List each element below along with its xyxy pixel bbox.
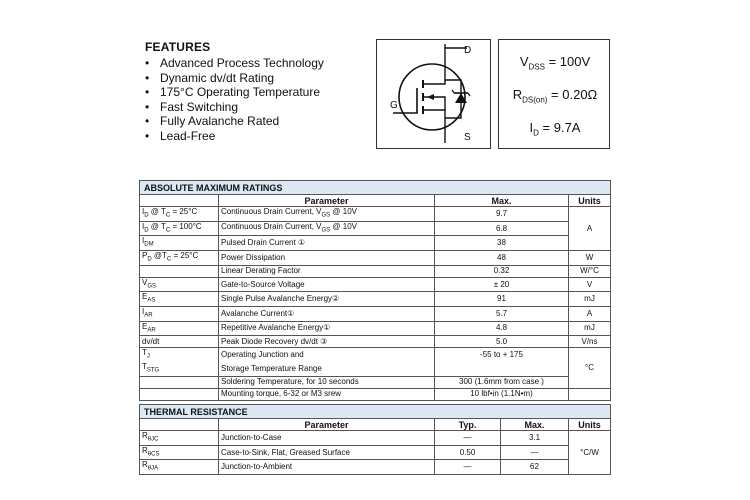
table-row — [140, 221, 611, 236]
table-cell: Junction-to-Ambient — [219, 460, 435, 475]
table-row — [140, 277, 611, 292]
table-row — [140, 306, 611, 321]
amr-header-units: Units — [569, 195, 611, 207]
spec-rds-on: $R_{DS(on)} = 0.20\Omega$ — [512, 87, 598, 105]
table-cell: $I_D$ @ $T_C = 25^\circ C$ — [140, 207, 219, 222]
table-cell: — — [435, 431, 501, 446]
table-cell: Linear Derating Factor — [219, 265, 435, 277]
table-cell: $R_{\theta JA}$ — [140, 460, 219, 475]
table-cell: Continuous Drain Current, $V_{GS}$ @ 10V — [219, 207, 435, 222]
table-cell: $R_{\theta JC}$ — [140, 431, 219, 446]
table-row — [140, 321, 611, 336]
source-label: S — [464, 132, 471, 143]
table-cell: — — [435, 460, 501, 475]
table-row — [140, 445, 611, 460]
table-cell: 62 — [501, 460, 569, 475]
features-list — [145, 56, 324, 144]
thermal-header-units: Units — [569, 419, 611, 431]
table-cell: V — [569, 277, 611, 292]
table-row — [140, 265, 611, 277]
spec-vdss: $V_{DSS} = 100V$ — [519, 54, 591, 72]
table-cell — [140, 419, 219, 431]
key-specs-box — [498, 39, 610, 149]
table-cell: 6.8 — [435, 221, 569, 236]
feature-item: • Lead-Free — [145, 129, 324, 144]
table-cell: mJ — [569, 292, 611, 307]
feature-item: • Advanced Process Technology — [145, 56, 324, 71]
table-cell — [140, 265, 219, 277]
table-cell: W/°C — [569, 265, 611, 277]
thermal-title: THERMAL RESISTANCE — [140, 405, 611, 419]
amr-header-parameter: Parameter — [219, 195, 435, 207]
table-cell: Gate-to-Source Voltage — [219, 277, 435, 292]
features-title: FEATURES — [145, 40, 211, 54]
table-cell: $E_{AR}$ — [140, 321, 219, 336]
feature-item: • Dynamic dv/dt Rating — [145, 71, 324, 86]
table-cell: Storage Temperature Range — [219, 362, 435, 376]
feature-item: • Fully Avalanche Rated — [145, 114, 324, 129]
feature-item: • Fast Switching — [145, 100, 324, 115]
table-cell: $V_{GS}$ — [140, 277, 219, 292]
gate-label: G — [390, 100, 398, 111]
table-cell: $I_{AR}$ — [140, 306, 219, 321]
table-cell: $P_D$ $@T_C = 25^\circ C$ — [140, 250, 219, 265]
table-cell: A — [569, 207, 611, 251]
amr-title: ABSOLUTE MAXIMUM RATINGS — [140, 181, 611, 195]
table-cell: 48 — [435, 250, 569, 265]
table-cell: Case-to-Sink, Flat, Greased Surface — [219, 445, 435, 460]
table-row — [140, 292, 611, 307]
absolute-maximum-ratings-table — [139, 180, 611, 401]
table-cell: -55 to + 175 — [435, 348, 569, 362]
table-row — [140, 236, 611, 251]
table-cell: 10 lbf•in (1.1N•m) — [435, 388, 569, 400]
thermal-unit: °C/W — [569, 431, 611, 475]
table-row — [140, 207, 611, 222]
table-cell: 3.1 — [501, 431, 569, 446]
table-row — [140, 348, 611, 362]
table-cell: $I_{DM}$ — [140, 236, 219, 251]
table-cell: Junction-to-Case — [219, 431, 435, 446]
table-cell: Single Pulse Avalanche Energy② — [219, 292, 435, 307]
table-cell: $E_{AS}$ — [140, 292, 219, 307]
spec-id: $I_D = 9.7A$ — [529, 120, 581, 138]
table-row — [140, 460, 611, 475]
table-cell: Continuous Drain Current, $V_{GS}$ @ 10V — [219, 221, 435, 236]
table-cell: ± 20 — [435, 277, 569, 292]
table-cell: Pulsed Drain Current ① — [219, 236, 435, 251]
table-cell: Operating Junction and — [219, 348, 435, 362]
table-row — [140, 431, 611, 446]
table-cell: A — [569, 306, 611, 321]
table-cell: Peak Diode Recovery dv/dt ③ — [219, 336, 435, 348]
table-cell: 5.7 — [435, 306, 569, 321]
table-cell: 300 (1.6mm from case ) — [435, 376, 569, 388]
table-row — [140, 376, 611, 388]
amr-header-max: Max. — [435, 195, 569, 207]
table-row — [140, 388, 611, 400]
table-cell: $R_{\theta CS}$ — [140, 445, 219, 460]
table-cell: Soldering Temperature, for 10 seconds — [219, 376, 435, 388]
table-cell: Avalanche Current① — [219, 306, 435, 321]
mosfet-symbol-icon — [377, 40, 492, 150]
table-cell: — — [501, 445, 569, 460]
thermal-header-typ: Typ. — [435, 419, 501, 431]
table-row — [140, 362, 611, 376]
table-cell: W — [569, 250, 611, 265]
thermal-header-max: Max. — [501, 419, 569, 431]
mosfet-symbol-box — [376, 39, 491, 149]
table-cell: Repetitive Avalanche Energy① — [219, 321, 435, 336]
thermal-header-parameter: Parameter — [219, 419, 435, 431]
table-row — [140, 336, 611, 348]
feature-item: • 175°C Operating Temperature — [145, 85, 324, 100]
table-cell: °C — [569, 348, 611, 388]
table-cell: 9.7 — [435, 207, 569, 222]
table-cell: 38 — [435, 236, 569, 251]
table-cell: $T_J$ — [140, 348, 219, 362]
table-cell: 0.32 — [435, 265, 569, 277]
table-cell: 4.8 — [435, 321, 569, 336]
table-cell: mJ — [569, 321, 611, 336]
thermal-resistance-table — [139, 404, 611, 475]
table-cell: Power Dissipation — [219, 250, 435, 265]
table-cell — [140, 195, 219, 207]
table-cell: dv/dt — [140, 336, 219, 348]
table-cell — [569, 388, 611, 400]
table-cell: $I_D$ @ $T_C = 100^\circ C$ — [140, 221, 219, 236]
table-cell: Mounting torque, 6-32 or M3 srew — [219, 388, 435, 400]
table-cell: 0.50 — [435, 445, 501, 460]
drain-label: D — [464, 45, 472, 56]
table-cell: 5.0 — [435, 336, 569, 348]
table-row — [140, 250, 611, 265]
table-cell — [140, 388, 219, 400]
table-cell — [140, 376, 219, 388]
table-cell — [435, 362, 569, 376]
table-cell: $T_{STG}$ — [140, 362, 219, 376]
table-cell: V/ns — [569, 336, 611, 348]
table-cell: 91 — [435, 292, 569, 307]
